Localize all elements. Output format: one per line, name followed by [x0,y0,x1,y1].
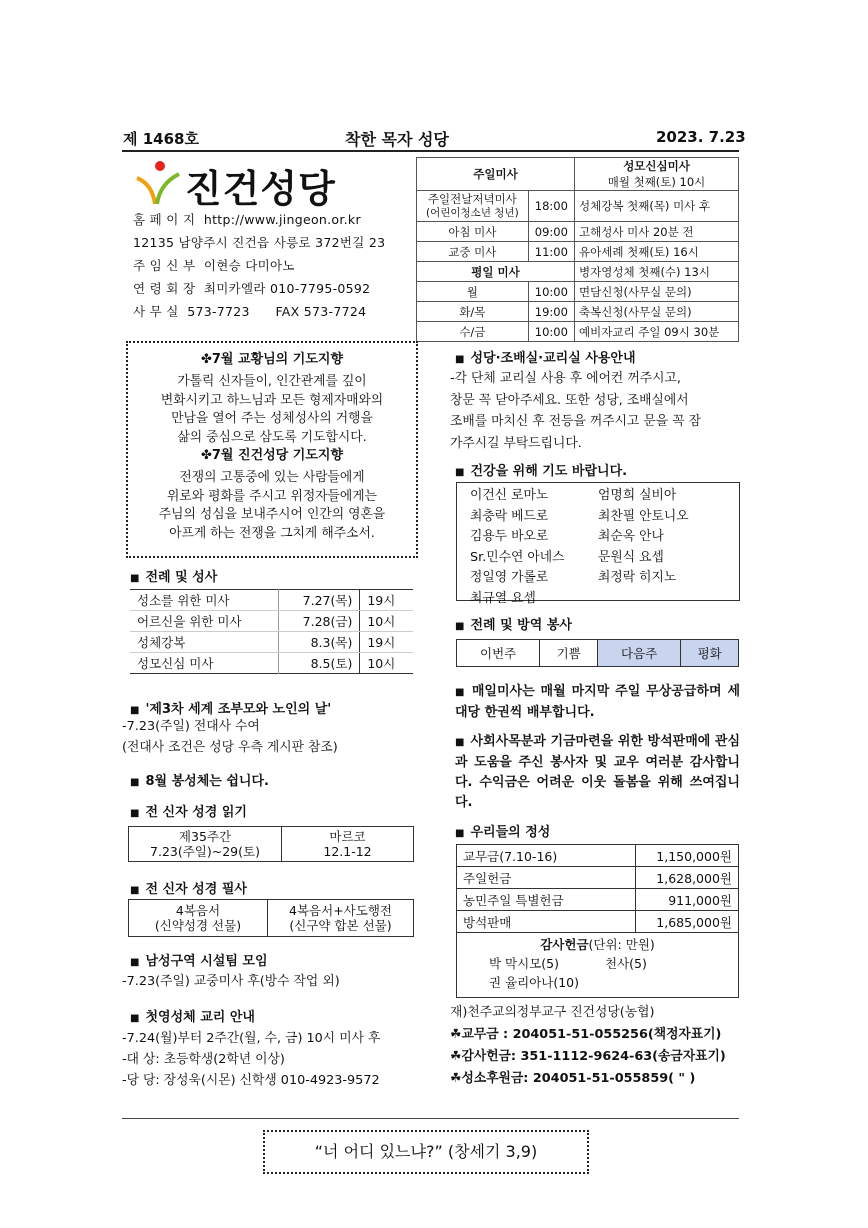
service-next-week-label: 다음주 [597,640,680,667]
sick-name: 최규열 요셉 [470,590,536,606]
weekday-time: 19:00 [528,302,574,322]
weekday-time: 10:00 [528,322,574,342]
service-table [456,639,739,667]
grandparents-line2: (전대사 조건은 성당 우측 게시판 참조) [122,740,338,755]
offering-amount: 1,685,000원 [636,911,739,933]
weekday-day: 수/금 [417,322,529,342]
sick-name: 김용두 바오로 [470,529,549,544]
liturgy-time: 19시 [360,590,413,611]
bible-copy-option1: 4복음서 (신약성경 선물) [129,900,268,937]
offering-amount: 1,150,000원 [636,845,739,867]
bank-org: 재)천주교의정부교구 진건성당(농협) [450,1005,655,1020]
liturgy-date: 8.5(토) [279,653,360,674]
president-line: 연 령 회 장 최미카엘라 010-7795-0592 [133,281,371,296]
grandparents-line1: -7.23(주일) 전대사 수여 [122,719,260,734]
issue-date: 2023. 7.23 [656,128,746,146]
offering-table [456,844,739,998]
bible-reading-week: 제35주간 7.23(주일)~29(토) [129,827,282,862]
offering-name: 교무금(7.10-16) [457,845,636,867]
thanks-offering-cell [457,933,739,998]
sick-name: 최충락 베드로 [470,508,549,524]
sick-name: 최정락 히지노 [598,570,677,585]
weekday-time: 10:00 [528,282,574,302]
liturgy-date: 7.28(금) [279,611,360,632]
sick-name: 이건신 로마노 [470,488,549,503]
offering-amount: 1,628,000원 [636,867,739,889]
missal-notice: ■ 매일미사는 매월 마지막 주일 무상공급하며 세대당 한권씩 배부합니다. [455,684,741,720]
liturgy-date: 8.3(목) [279,632,360,653]
sick-name [597,589,690,610]
bible-copy-title: ■ 전 신자 성경 필사 [130,882,247,897]
prayer-intentions-box [126,341,418,558]
homepage-line: 홈 페 이 지 http://www.jingeon.or.kr [133,212,361,227]
sick-name: 엄명희 실비아 [598,488,677,503]
offering-name: 농민주일 특별헌금 [457,889,636,911]
parish-prayer-text: 전쟁의 고통중에 있는 사람들에게 위로와 평화를 주시고 위정자들에게는 주님의 성심을 보내주시어 인간의 영혼을 아프게 하는 전쟁을 그치게 해주소서. [158,470,386,541]
newsletter-title: 착한 목자 성당 [345,130,449,149]
thanks-offering-line2: 권 율리아나(10) [489,975,580,990]
mass-row-time: 11:00 [528,242,574,262]
bank-account-vocation: ☘성소후원금: 204051-51-055859( " ) [450,1071,696,1086]
bible-copy-table [128,899,414,937]
footer-divider [122,1118,739,1119]
grandparents-section-title: ■ '제3차 세계 조부모와 노인의 날' [130,702,332,717]
bible-reading-book: 마르코 12.1-12 [282,827,414,862]
bible-reading-table [128,826,414,862]
bank-info [450,1002,726,1090]
liturgy-time: 10시 [367,656,396,671]
sick-name: Sr.민수연 아네스 [470,549,565,565]
bank-account-thanks: ☘감사헌금: 351-1112-9624-63(송금자표기) [450,1049,726,1064]
first-communion-title: ■ 첫영성체 교리 안내 [130,1010,255,1025]
sick-name: 정일영 가롤로 [470,570,549,585]
weekday-note: 병자영성체 첫째(수) 13시 [575,262,739,282]
service-this-week-label: 이번주 [457,640,540,667]
bible-copy-option2: 4복음서+사도행전 (신구약 합본 선물) [268,900,414,937]
first-communion-line: -7.24(월)부터 2주간(월, 수, 금) 10시 미사 후 [122,1031,381,1046]
facility-text: -각 단체 교리실 사용 후 에어컨 꺼주시고, 창문 꼭 닫아주세요. 또한 성당, 조배실에서 조배를 마치신 후 전등을 꺼주시고 문을 꼭 잠 가주시길 부탁드립니다. [450,371,701,451]
sick-name: 최찬필 안토니오 [598,508,689,524]
mass-row-name: 아침 미사 [417,222,529,242]
liturgy-name: 성체강복 [130,632,279,653]
mass-schedule-table [416,157,739,342]
facility-section-title: ■ 성당·조배실·교리실 사용안내 [455,351,636,366]
service-section-title: ■ 전례 및 방역 봉사 [455,618,572,633]
thanks-offering-title: 감사헌금(단위: 만원) [540,937,655,952]
liturgy-section-title: ■ 전례 및 성사 [130,570,218,585]
weekday-row-note: 예비자교리 주일 09시 30분 [575,322,739,342]
pope-prayer-text: 가톨릭 신자들이, 인간관계를 깊이 변화시키고 하느님과 모든 형제자매와의 만남을 열어 주는 성체성사의 거행을 삶의 중심으로 삼도록 기도합시다. [160,374,384,445]
homepage-link[interactable]: http://www.jingeon.or.kr [203,212,361,227]
communion-notice: ■ 8월 봉성체는 쉽니다. [130,774,269,789]
weekday-row-note: 축복신청(사무실 문의) [575,302,739,322]
liturgy-time: 19시 [360,632,413,653]
issue-number: 제 1468호 [123,130,199,148]
men-group-title: ■ 남성구역 시설팀 모임 [130,954,268,969]
first-saturday-cell: 성모신심미사 매월 첫째(토) 10시 [575,158,739,191]
pope-prayer-title: ✤7월 교황님의 기도지향 [200,352,343,367]
parish-logo [133,158,353,211]
sunday-mass-header: 주일미사 [417,158,575,191]
mass-row-name: 교중 미사 [417,242,529,262]
mat-sale-notice: ■ 사회사목분과 기금마련을 위한 방석판매에 관심과 도움을 주신 봉사자 및 교우 여러분 감사합니다. 수익금은 어려운 이웃 돌봄을 위해 쓰여집니다. [455,734,741,810]
bank-account-dues: ☘교무금 : 204051-51-055256(책정자표기) [450,1027,722,1042]
offering-name: 방석판매 [457,911,636,933]
liturgy-table [130,589,413,674]
offering-amount: 911,000원 [636,889,739,911]
first-communion-line: -당 당: 장성욱(시몬) 신학생 010-4923-9572 [122,1073,380,1088]
sick-name: 최순옥 안나 [598,529,664,544]
service-this-week-team: 기쁨 [540,640,598,667]
liturgy-name: 성소를 위한 미사 [130,590,279,611]
health-section-title: ■ 건강을 위해 기도 바랍니다. [455,464,628,479]
liturgy-date: 7.27(목) [279,590,360,611]
mass-row-note: 고해성사 미사 20분 전 [575,222,739,242]
weekday-day: 월 [417,282,529,302]
logo-text: 진건성당 [185,167,336,211]
mass-row-note: 유아세례 첫째(토) 16시 [575,242,739,262]
mass-row-time: 09:00 [528,222,574,242]
weekday-mass-header: 평일 미사 [417,262,575,282]
sick-list [469,486,690,609]
parish-prayer-title: ✤7월 진건성당 기도지향 [200,448,343,463]
first-communion-line: -대 상: 초등학생(2학년 이상) [122,1052,285,1067]
address: 12135 남양주시 진건읍 사릉로 372번길 23 [133,235,386,250]
sick-name: 문원식 요셉 [598,549,664,565]
pastor-line: 주 임 신 부 이현승 다미아노 [133,258,295,273]
logo-mark-icon [133,160,185,206]
bible-reading-title: ■ 전 신자 성경 읽기 [130,805,247,820]
scripture-quote: “너 어디 있느냐?” (창세기 3,9) [263,1130,589,1174]
thanks-offering-line1: 박 막시모(5) 천사(5) [489,956,647,971]
header-divider [122,150,739,152]
offering-name: 주일헌금 [457,867,636,889]
weekday-day: 화/목 [417,302,529,322]
liturgy-name: 성모신심 미사 [130,653,279,674]
weekday-row-note: 면담신청(사무실 문의) [575,282,739,302]
mass-row-note: 성체강복 첫째(목) 미사 후 [575,191,739,222]
offering-section-title: ■ 우리들의 정성 [455,825,551,840]
men-group-line: -7.23(주일) 교중미사 후(방수 작업 외) [122,974,340,989]
sick-list-box [456,482,740,606]
service-next-week-team: 평화 [681,640,739,667]
mass-row-time: 18:00 [528,191,574,222]
liturgy-name: 어르신을 위한 미사 [130,611,279,632]
office-line: 사 무 실 573-7723 FAX 573-7724 [133,304,367,319]
mass-row-name: 주일전날저녁미사 (어린이청소년 청년) [417,191,529,222]
liturgy-time: 10시 [360,611,413,632]
